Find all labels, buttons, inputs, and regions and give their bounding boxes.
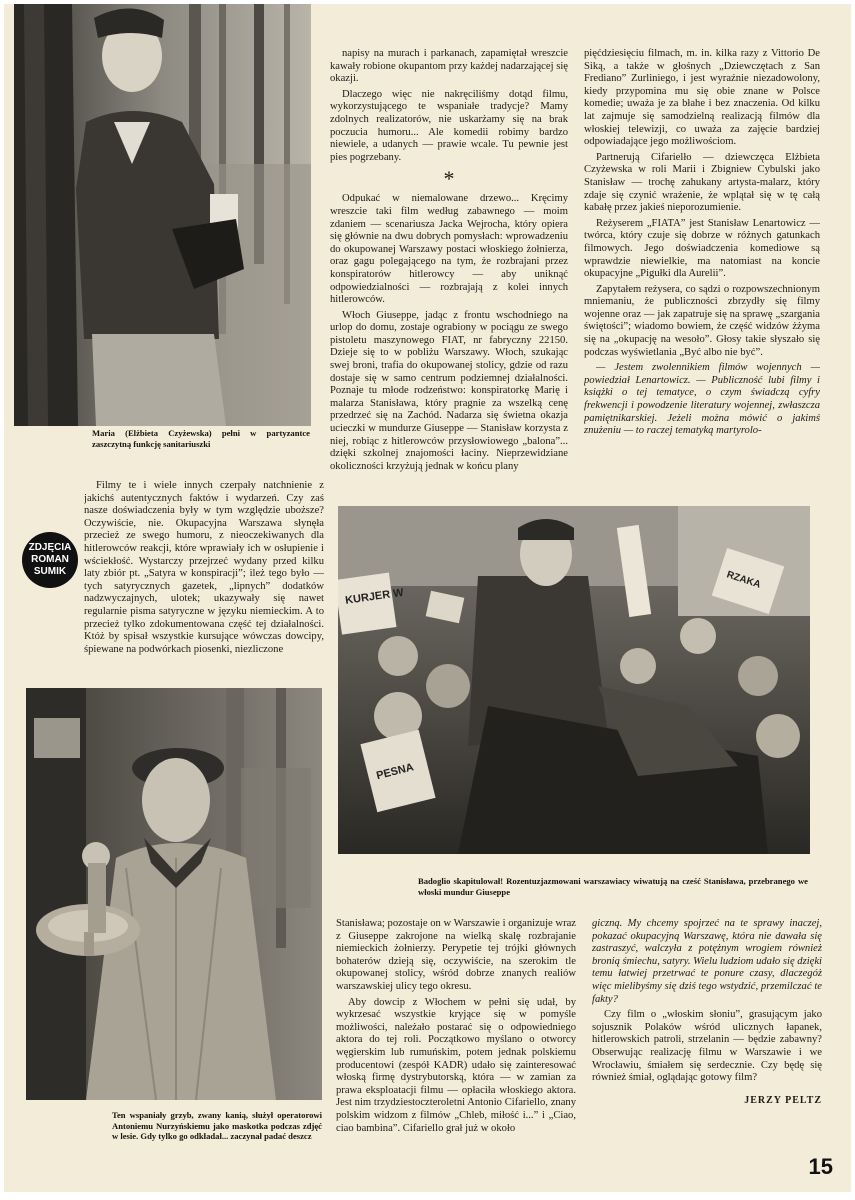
paragraph: Czy film o „włoskim słoniu”, grasującym jako sojusznik Polaków wśród ulicznych łapanek, hitlerowskich patroli, strzelanin — będzie zabawny? Obserwując realizację filmu w Warszawie i we Wrocławiu, śmiałem się serdecznie. Czy będę się również śmiał, oglądając gotowy film? [592, 1009, 822, 1084]
paragraph: Partnerują Cifarielło — dziewczęca Elżbieta Czyżewska w roli Marii i Zbigniew Cybulski jako Stanisław — trochę zahukany artysta-malarz, który zdaje się czynić wrażenie, że wplątał się w tę całą kabałę przez jakieś nieporozumienie. [584, 151, 820, 214]
photo-credit-badge [22, 532, 78, 588]
section-break-star: * [443, 166, 455, 192]
paragraph: Filmy te i wiele innych czerpały natchnienie z jakichś autentycznych faktów i wydarzeń. Czy zaś nasze doświadczenia były w tym względzie uboższe? Oczywiście, nie. Okupacyjna Warszawa słynęła przecież ze swego humoru, z nieoczekiwanych dla hitlerowców reakcji, które wprawiały ich w osłupienie i wściekłość. Wystarczy przejrzeć wydany przed kilku laty zbiór pt. „Satyra w konspiracji”; ileż tego było — tych satyrycznych gazetek, „lipnych” dodatków nadzwyczajnych, ulotek; ukazywały się nawet regularnie pisma satyryczne w języku niemieckim. A to przecież tylko zdokumentowana część tej działalności. Któż by spisał wszystkie kursujące wówczas dowcipy, śpiewane na podwórkach piosenki, niezliczone [84, 480, 324, 655]
article-column-3 [584, 48, 820, 476]
prop-sign-text: PESNA [375, 761, 415, 783]
photo-caption: Badoglio skapitulował! Rozentuzjazmowani warszawiacy wiwatują na cześć Stanisława, przebranego we włoski mundur Giuseppe [418, 876, 808, 897]
paragraph: Stanisława; pozostaje on w Warszawie i organizuje wraz z Giuseppe zakrojone na wielką skalę rozbrajanie niemieckich żołnierzy. Perypetie tej trójki głównych bohaterów dzieją się, oczywiście, na szerokim tle okupowanej stolicy, wśród dobrze znanych realiów warszawskiej ulicy tego okresu. [336, 918, 576, 992]
photo-caption: Maria (Elżbieta Czyżewska) pełni w partyzantce zaszczytną funkcję sanitariuszki [92, 428, 310, 449]
paragraph: napisy na murach i parkanach, zapamiętał wreszcie kawały robione okupantom przy każdej nadarzającej się okazji. [330, 48, 568, 85]
paragraph: Włoch Giuseppe, jadąc z frontu wschodniego na urlop do domu, zostaje ograbiony w pociągu ze swego pistoletu maszynowego FIAT, nr fabryczny 22150. Dzieje się to w pobliżu Warszawy. Włoch, szukając swej broni, trafia do okupowanej stolicy, gdzie od razu dostaje się w samo centrum podziemnej działalności. Poznaje tu młode rodzeństwo: konspiratorkę Marię i malarza Stanisława, który pragnie za wszelką cenę przedrzeć się na Zachód. Nadarza się świetna okazja ucieczki w mundurze Giuseppe — Stanisław korzysta z niej, robiąc z hitlerowców przysłowiowego „balona”... dzięki szkolnej znajomości łaciny. Nieprzewidziane okoliczności krzyżują jednak w końcu plany [330, 309, 568, 472]
paragraph: — Jestem zwolennikiem filmów wojennych — powiedział Lenartowicz. — Publiczność lubi filmy i książki o tej tematyce, o czym świadczą cyfry frekwencji i powodzenie literatury wojennej, zwłaszcza pamiętnikarskiej. Jeżeli można mówić o jakimś znużeniu — to raczej tematyką martyrolo- [584, 362, 820, 437]
paragraph: Aby dowcip z Włochem w pełni się udał, by wykrzesać wszystkie kryjące się w pomyśle możliwości, należało postarać się o odpowiedniego aktora do tej roli. Początkowo myślano o otworcy węgierskim lub rumuńskim, potem jednak polskiemu producentowi (zespół KADR) udało się zainteresować włoską firmę dystrybutorską, która — w zamian za prawa eksploatacji filmu — opłaciła włoskiego aktora. Jest nim trzydziestoczteroletni Antonio Cifariello, znany polskim widzom z filmów „Chleb, miłość i...” i „Ciao, ciao bambina”. Cifariello grał już w około [336, 996, 576, 1134]
page-number: 15 [808, 1154, 833, 1179]
paragraph: Zapytałem reżysera, co sądzi o rozpowszechnionym mniemaniu, że publiczności zbrzydły się filmy wojenne oraz — jak zapatruje się na sprawę „szargania świętości”; wiadomo bowiem, że część widzów żżyma się na „okupację na wesoło”. Głosy takie słyszało się podczas wyświetlania „Być albo nie być”. [584, 283, 820, 358]
credit-line: ZDJĘCIA [28, 542, 72, 553]
photo-maria-forest [14, 4, 311, 426]
photo-man-mushroom [26, 688, 322, 1100]
article-column-4 [336, 918, 576, 1148]
credit-line: ROMAN [31, 554, 69, 565]
paragraph: Dlaczego więc nie nakręciliśmy dotąd filmu, wykorzystującego te wspaniałe tradycje? Mamy zdolnych realizatorów, nie uskarżamy się na brak poczucia humoru... Ale komedii robimy bardzo niewiele, a udanych — prawie wcale. Tu pewnie jest pies pogrzebany. [330, 88, 568, 163]
prop-newspaper-text: KURJER W [344, 586, 405, 607]
paragraph: Odpukać w niemalowane drzewo... Kręcimy wreszcie taki film według zabawnego — moim zdaniem — scenariusza Jacka Wejrocha, który opiera się głównie na dwu dobrych pomysłach: wprowadzeniu do okupowanej Warszawy postaci włoskiego żołnierza, oraz gagu polegającego na tym, że rozbrajani przez konspiratorów hitlerowcy — aby uniknąć odpowiedzialności — rozbrajają z kolei innych hitlerowców. [330, 193, 568, 306]
magazine-page [4, 4, 851, 1192]
paragraph: Reżyserem „FIATA” jest Stanisław Lenartowicz — twórca, który czuje się dobrze w różnych gatunkach filmowych. Jego doświadczenia komediowe są wprawdzie niewielkie, ma natomiast na koncie okupacyjne „Pigułki dla Aurelii”. [584, 217, 820, 280]
credit-line: SUMIK [33, 566, 67, 577]
photo-caption: Ten wspaniały grzyb, zwany kanią, służył operatorowi Antoniemu Nurzyńskiemu jako maskotka podczas zdjęć w lesie. Gdy tylko go odkładał... zaczynał padać deszcz [112, 1110, 322, 1142]
article-column-1 [84, 480, 324, 690]
paragraph: giczną. My chcemy spojrzeć na te sprawy inaczej, pokazać okupacyjną Warszawę, która nie dawała się zastraszyć, walczyła z potężnym wrogiem również bronią śmiechu, satyry. Wielu ludziom udało się dzięki temu łatwiej przetrwać te ponure czasy, dlaczegóż więc mielibyśmy się dziś tego wstydzić, przemilczać te fakty? [592, 918, 822, 1005]
author-signature: JERZY PELTZ [744, 1094, 822, 1106]
article-column-2 [330, 48, 568, 476]
article-column-5 [592, 918, 822, 1148]
photo-crowd-cheering [338, 506, 810, 854]
prop-sheet-text: RZAKA [725, 569, 762, 591]
paragraph: pięćdziesięciu filmach, m. in. kilka razy z Vittorio De Siką, a także w głośnych „Dziewczętach z San Frediano” Zurliniego, i jest wyraźnie niezadowolony, kiedy przypomina mu się obie znane w Polsce komedie; uważa je za błahe i bez znaczenia. Od kilku lat zajmuje się samodzielną realizacją filmów dla włoskiej telewizji, co uważa za zajęcie bardziej odpowiadające jego możliwościom. [584, 48, 820, 148]
